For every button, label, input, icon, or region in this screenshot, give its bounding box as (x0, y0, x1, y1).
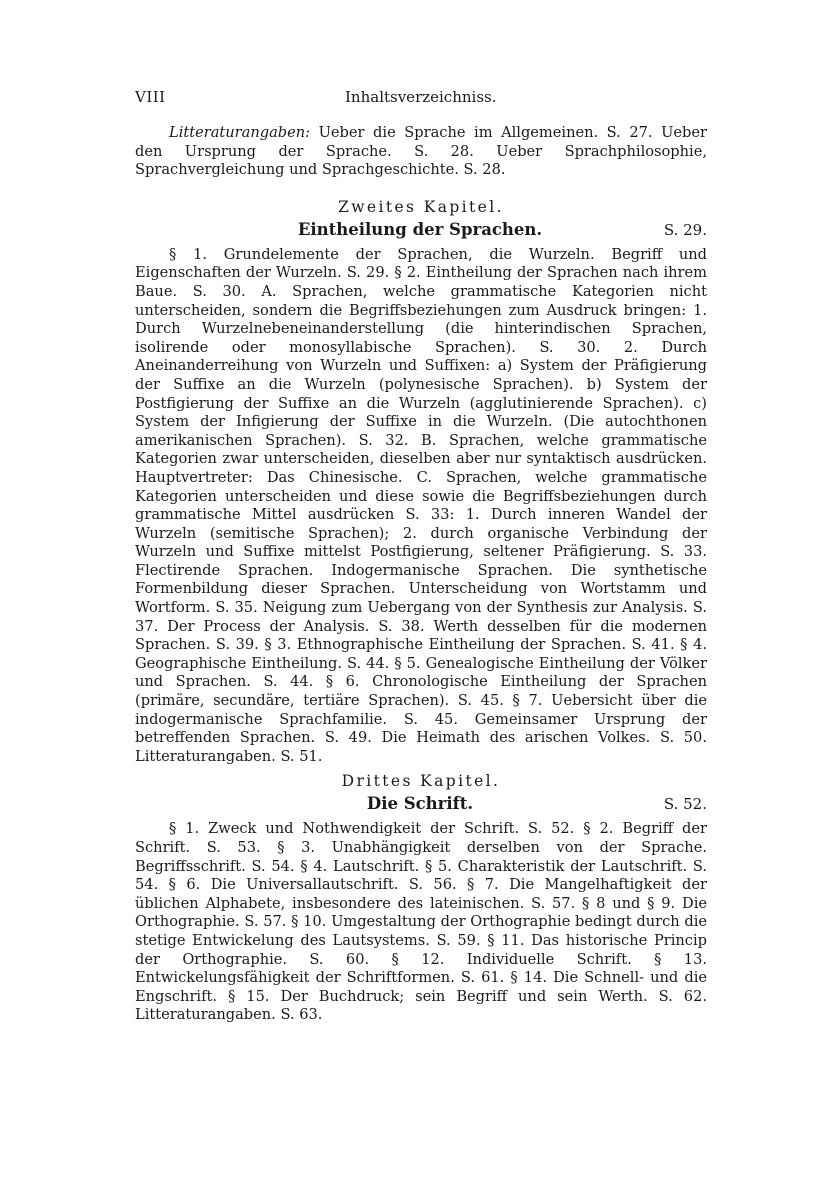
chapter-2-page: S. 29. (663, 220, 707, 239)
chapter-3-heading (135, 792, 707, 816)
chapter-2-heading (135, 218, 707, 242)
chapter-2-label: Zweites Kapitel. (338, 197, 504, 216)
chapter-2-title: Eintheilung der Sprachen. (297, 219, 543, 239)
chapter-3-title: Die Schrift. (366, 794, 474, 814)
chapter-3-label: Drittes Kapitel. (341, 772, 501, 791)
intro-literature-entry (135, 124, 707, 180)
chapter-2-contents: § 1. Grundelemente der Sprachen, die Wurzeln. Begriff und Eigenschaften der Wurzeln. S. 29. § 2. Eintheilung der Sprachen nach ihrem Baue. S. 30. A. Sprachen, welche grammatische Kategorien nicht unterscheiden, sondern die Begriffsbeziehungen zum Ausdruck bringen: 1. Durch Wurzelnebeneinanderstellung (die hinterindischen Sprachen, isolirende oder monosyllabische Sprachen). S. 30. 2. Durch Aneinanderreihung von Wurzeln und Suffixen: a) System der Präfigierung der Suffixe an die Wurzeln (polynesische Sprachen). b) System der Postfigierung der Suffixe an die Wurzeln (agglutinierende Sprachen). c) System der Infigierung der Suffixe in die Wurzeln. (Die autochthonen amerikanischen Sprachen). S. 32. B. Sprachen, welche grammatische Kategorien zwar unterscheiden, dieselben aber nur syntaktisch ausdrücken. Hauptvertreter: Das Chinesische. C. Sprachen, welche grammatische Kategorien unterscheiden und diese sowie die Begriffsbeziehungen durch grammatische Mittel ausdrücken S. 33: 1. Durch inneren Wandel der Wurzeln (semitische Sprachen); 2. durch organische Verbindung der Wurzeln und Suffixe mittelst Postfigierung, seltener Präfigierung. S. 33. Flectirende Sprachen. Indogermanische Sprachen. Die synthetische Formenbildung dieser Sprachen. Unterscheidung von Wortstamm und Wortform. S. 35. Neigung zum Uebergang von der Synthesis zur Analysis. S. 37. Der Process der Analysis. S. 38. Werth desselben für die modernen Sprachen. S. 39. § 3. Ethnographische Eintheilung der Sprachen. S. 41. § 4. Geographische Eintheilung. S. 44. § 5. Genealogische Eintheilung der Völker und Sprachen. S. 44. § 6. Chronologische Eintheilung der Sprachen (primäre, secundäre, tertiäre Sprachen). S. 45. § 7. Uebersicht über die indogermanische Sprachfamilie. S. 45. Gemeinsamer Ursprung der betreffenden Sprachen. S. 49. Die Heimath des arischen Volkes. S. 50. Litteraturangaben. S. 51. (135, 245, 707, 765)
page-folio: VIII (135, 88, 166, 106)
running-title: Inhaltsverzeichniss. (345, 88, 497, 106)
running-head (135, 88, 707, 114)
literature-text: Ueber die Sprache im Allgemeinen. S. 27. Ueber den Ursprung der Sprache. S. 28. Ueber Sprachphilosophie, Sprachvergleichung und Sprachgeschichte. S. 28. (135, 124, 707, 179)
chapter-3-contents: § 1. Zweck und Nothwendigkeit der Schrift. S. 52. § 2. Begriff der Schrift. S. 53. § 3. Unabhängigkeit derselben von der Sprache. Begriffsschrift. S. 54. § 4. Lautschrift. § 5. Charakteristik der Lautschrift. S. 54. § 6. Die Universallautschrift. S. 56. § 7. Die Mangelhaftigkeit der üblichen Alphabete, insbesondere des lateinischen. S. 57. § 8 und § 9. Die Orthographie. S. 57. § 10. Umgestaltung der Orthographie bedingt durch die stetige Entwickelung des Lautsystems. S. 59. § 11. Das historische Princip der Orthographie. S. 60. § 12. Individuelle Schrift. § 13. Entwickelungsfähigkeit der Schriftformen. S. 61. § 14. Die Schnell- und die Engschrift. § 15. Der Buchdruck; sein Begriff und sein Werth. S. 62. Litteraturangaben. S. 63. (135, 820, 707, 1024)
toc-page (135, 88, 707, 1025)
literature-label: Litteraturangaben: (169, 124, 311, 141)
chapter-3-page: S. 52. (663, 795, 707, 814)
